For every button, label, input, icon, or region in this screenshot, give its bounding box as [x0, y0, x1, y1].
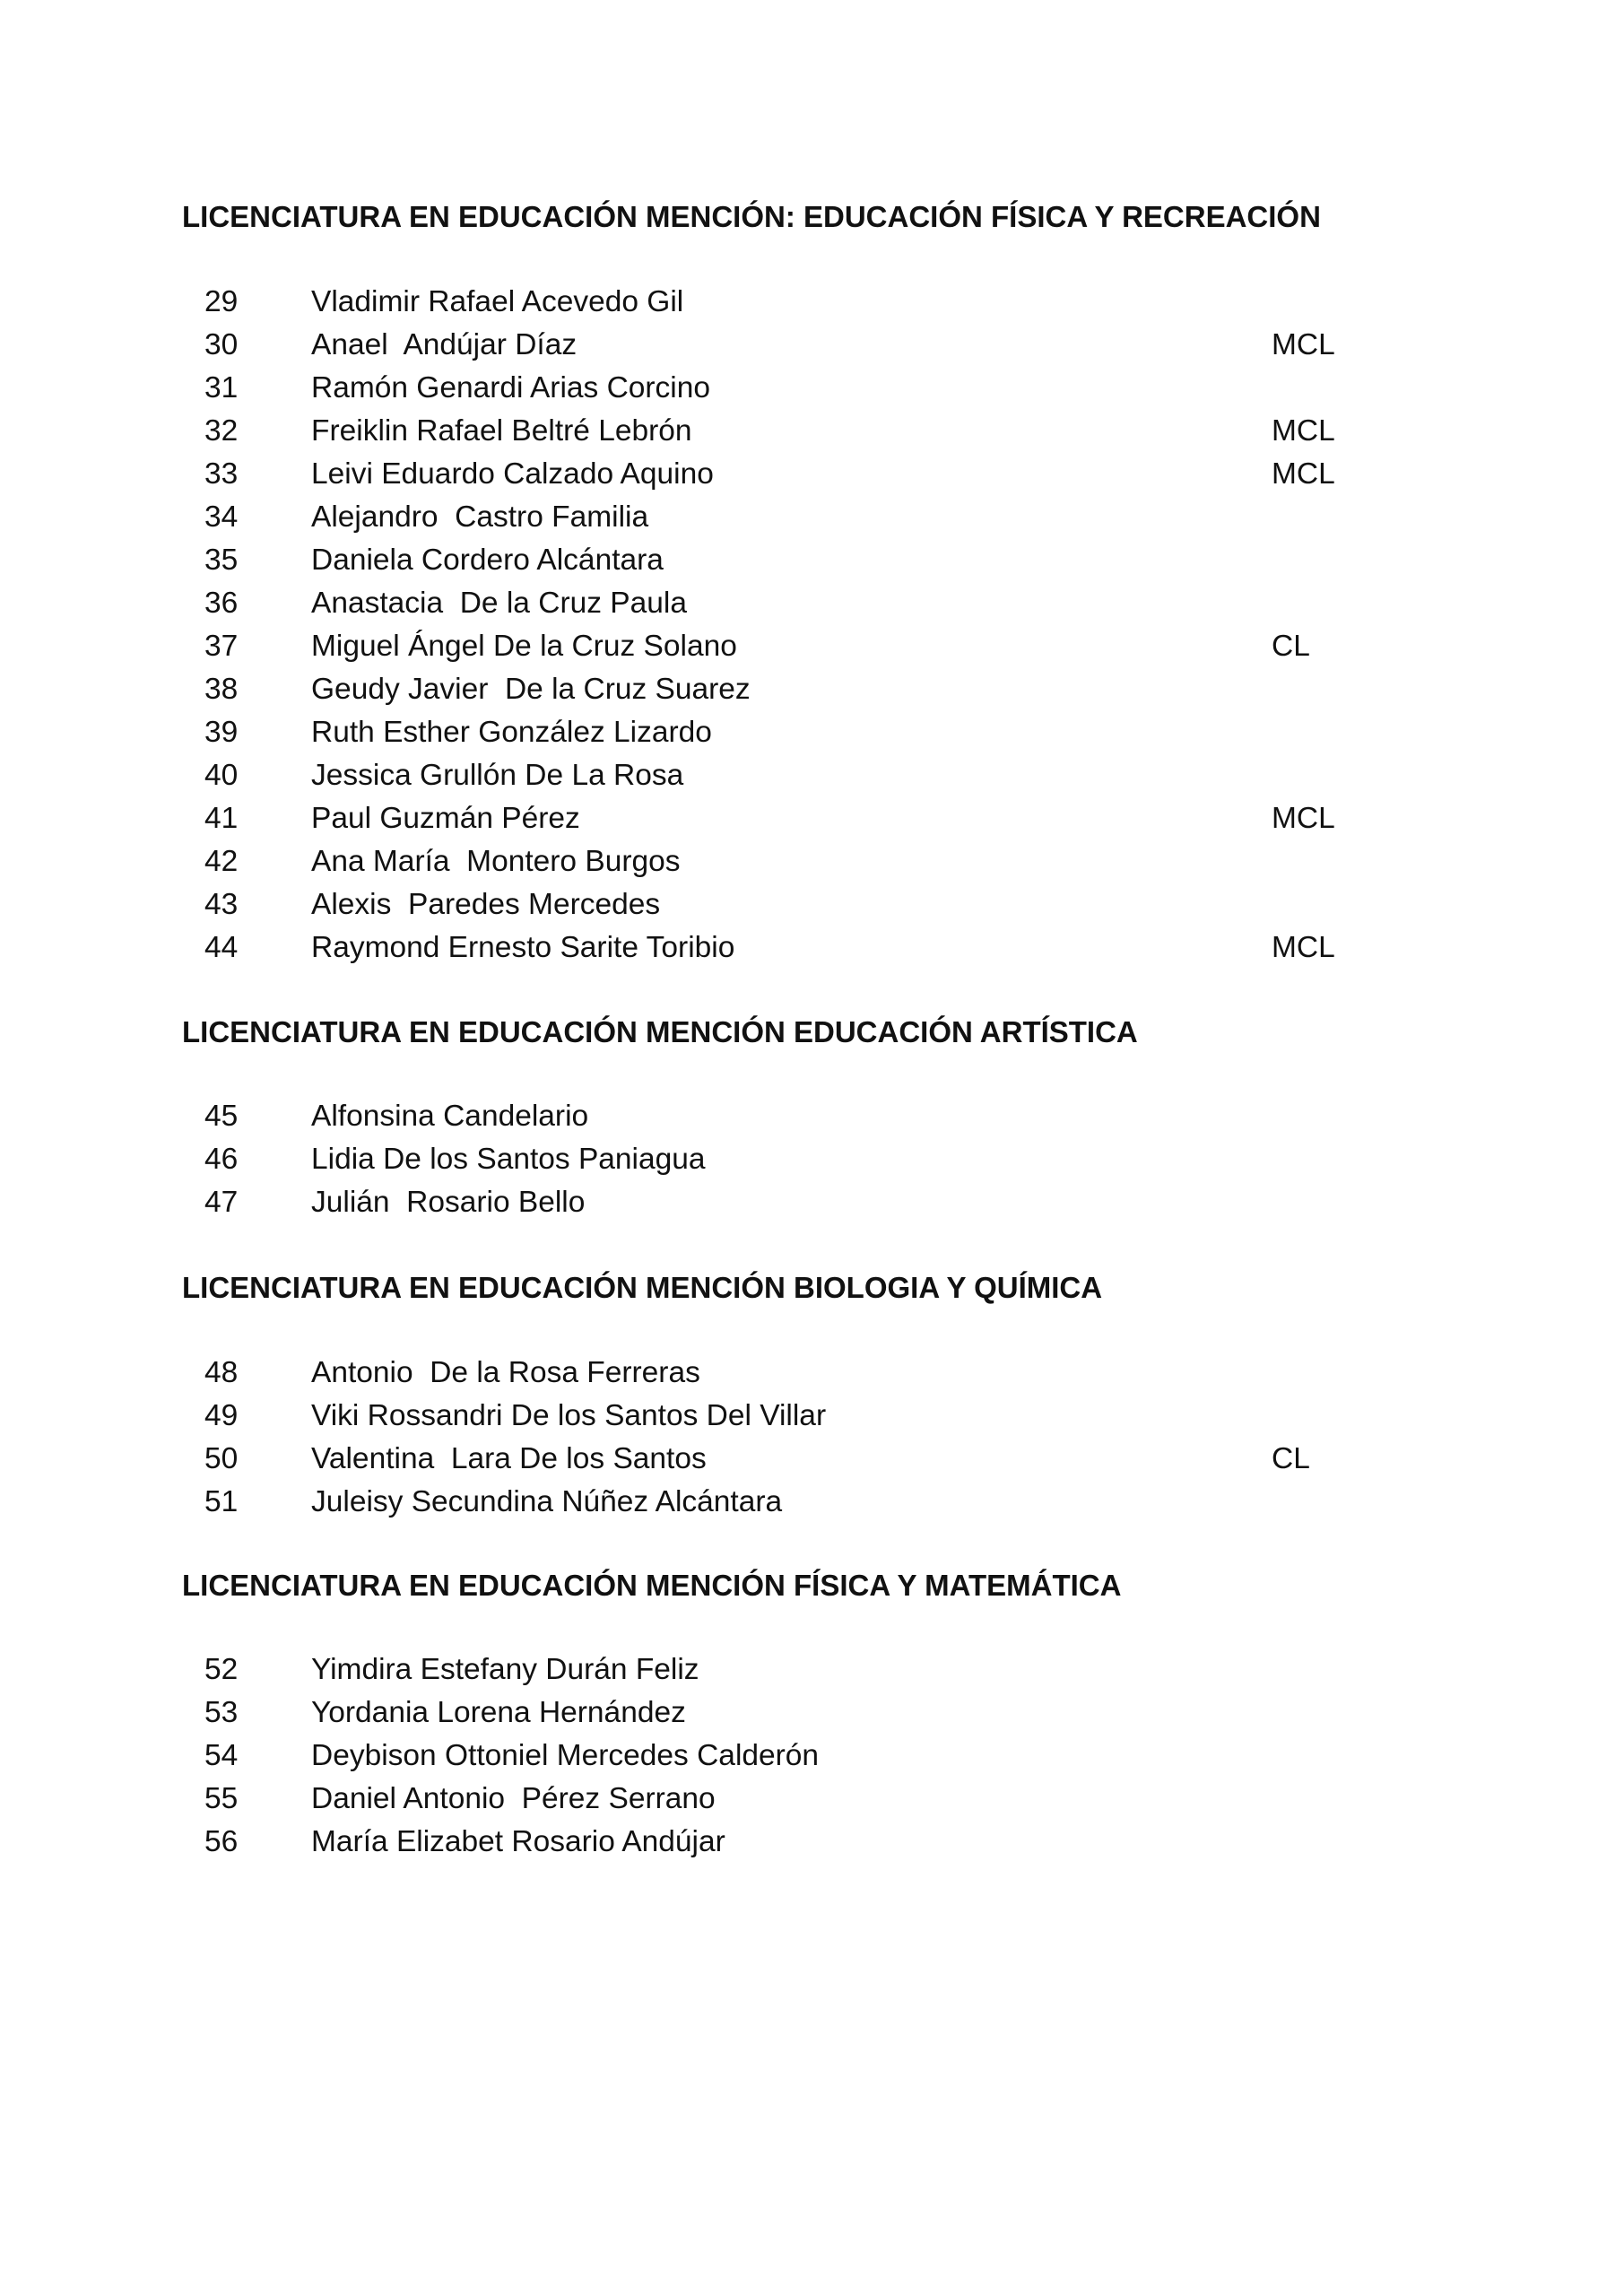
section-heading-educacion-artistica: LICENCIATURA EN EDUCACIÓN MENCIÓN EDUCACIÓN ARTÍSTICA	[182, 1015, 1138, 1048]
row-number: 38	[204, 673, 239, 706]
list-item	[0, 1138, 1624, 1181]
graduate-name: Alfonsina Candelario	[311, 1100, 589, 1133]
row-number: 48	[204, 1356, 239, 1389]
graduate-name: Alejandro Castro Familia	[311, 500, 649, 534]
graduate-name: Geudy Javier De la Cruz Suarez	[311, 673, 751, 706]
row-number: 33	[204, 457, 239, 491]
list-item	[0, 1395, 1624, 1438]
graduate-name: Deybison Ottoniel Mercedes Calderón	[311, 1739, 820, 1772]
list-item	[0, 1352, 1624, 1395]
list-item	[0, 840, 1624, 883]
list-item	[0, 1821, 1624, 1864]
row-number: 47	[204, 1186, 239, 1219]
row-number: 29	[204, 285, 239, 318]
graduate-name: Daniela Cordero Alcántara	[311, 544, 664, 577]
honor-label: MCL	[1272, 931, 1335, 964]
list-item	[0, 453, 1624, 496]
row-number: 45	[204, 1100, 239, 1133]
graduate-name: Paul Guzmán Pérez	[311, 802, 580, 835]
list-item	[0, 1438, 1624, 1481]
row-number: 30	[204, 328, 239, 361]
list-item	[0, 754, 1624, 797]
graduate-name: Valentina Lara De los Santos	[311, 1442, 707, 1475]
list-item	[0, 797, 1624, 840]
graduate-name: Freiklin Rafael Beltré Lebrón	[311, 414, 692, 448]
list-item	[0, 324, 1624, 367]
row-number: 41	[204, 802, 239, 835]
list-item	[0, 1735, 1624, 1778]
row-number: 37	[204, 630, 239, 663]
row-number: 32	[204, 414, 239, 448]
list-item	[0, 883, 1624, 926]
list-item	[0, 1648, 1624, 1692]
row-number: 40	[204, 759, 239, 792]
list-item	[0, 1181, 1624, 1224]
row-number: 52	[204, 1653, 239, 1686]
list-item	[0, 496, 1624, 539]
graduate-name: Raymond Ernesto Sarite Toribio	[311, 931, 735, 964]
row-number: 31	[204, 371, 239, 404]
graduate-name: Yimdira Estefany Durán Feliz	[311, 1653, 699, 1686]
row-number: 51	[204, 1485, 239, 1518]
row-number: 46	[204, 1143, 239, 1176]
row-number: 36	[204, 587, 239, 620]
list-item	[0, 410, 1624, 453]
graduate-name: Viki Rossandri De los Santos Del Villar	[311, 1399, 827, 1432]
row-number: 50	[204, 1442, 239, 1475]
honor-label: CL	[1272, 630, 1310, 663]
section-heading-fisica-matematica: LICENCIATURA EN EDUCACIÓN MENCIÓN FÍSICA Y MATEMÁTICA	[182, 1569, 1122, 1602]
list-item	[0, 281, 1624, 324]
list-item	[0, 1692, 1624, 1735]
row-number: 42	[204, 845, 239, 878]
graduate-name: Yordania Lorena Hernández	[311, 1696, 686, 1729]
graduate-name: Ana María Montero Burgos	[311, 845, 681, 878]
graduate-name: Anael Andújar Díaz	[311, 328, 578, 361]
list-item	[0, 539, 1624, 582]
list-item	[0, 711, 1624, 754]
list-item	[0, 1778, 1624, 1821]
graduate-name: Julián Rosario Bello	[311, 1186, 586, 1219]
graduate-name: Antonio De la Rosa Ferreras	[311, 1356, 700, 1389]
list-item	[0, 1481, 1624, 1524]
list-item	[0, 625, 1624, 668]
honor-label: MCL	[1272, 457, 1335, 491]
list-item	[0, 926, 1624, 970]
list-item	[0, 1095, 1624, 1138]
graduate-name: Ruth Esther González Lizardo	[311, 716, 712, 749]
graduate-name: Vladimir Rafael Acevedo Gil	[311, 285, 684, 318]
graduate-name: Anastacia De la Cruz Paula	[311, 587, 687, 620]
row-number: 55	[204, 1782, 239, 1815]
honor-label: MCL	[1272, 328, 1335, 361]
row-number: 39	[204, 716, 239, 749]
graduate-name: Jessica Grullón De La Rosa	[311, 759, 684, 792]
graduate-name: María Elizabet Rosario Andújar	[311, 1825, 725, 1858]
graduate-name: Leivi Eduardo Calzado Aquino	[311, 457, 714, 491]
row-number: 56	[204, 1825, 239, 1858]
graduate-name: Juleisy Secundina Núñez Alcántara	[311, 1485, 783, 1518]
list-item	[0, 668, 1624, 711]
row-number: 44	[204, 931, 239, 964]
graduate-name: Ramón Genardi Arias Corcino	[311, 371, 711, 404]
row-number: 54	[204, 1739, 239, 1772]
honor-label: MCL	[1272, 414, 1335, 448]
list-item	[0, 582, 1624, 625]
graduate-name: Daniel Antonio Pérez Serrano	[311, 1782, 716, 1815]
graduate-name: Lidia De los Santos Paniagua	[311, 1143, 706, 1176]
row-number: 53	[204, 1696, 239, 1729]
section-heading-biologia-quimica: LICENCIATURA EN EDUCACIÓN MENCIÓN BIOLOGIA Y QUÍMICA	[182, 1271, 1103, 1304]
row-number: 35	[204, 544, 239, 577]
graduate-name: Alexis Paredes Mercedes	[311, 888, 661, 921]
honor-label: MCL	[1272, 802, 1335, 835]
row-number: 43	[204, 888, 239, 921]
row-number: 49	[204, 1399, 239, 1432]
graduate-name: Miguel Ángel De la Cruz Solano	[311, 630, 737, 663]
section-heading-educacion-fisica: LICENCIATURA EN EDUCACIÓN MENCIÓN: EDUCACIÓN FÍSICA Y RECREACIÓN	[182, 200, 1321, 233]
row-number: 34	[204, 500, 239, 534]
list-item	[0, 367, 1624, 410]
honor-label: CL	[1272, 1442, 1310, 1475]
